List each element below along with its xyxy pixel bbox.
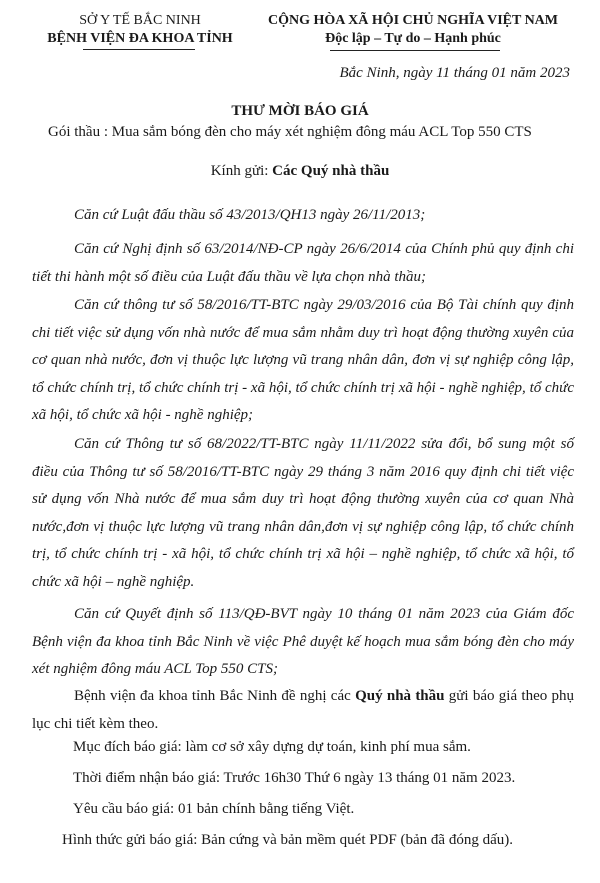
national-motto: Độc lập – Tự do – Hạnh phúc (325, 31, 501, 46)
request-text-start: Bệnh viện đa khoa tỉnh Bắc Ninh đề nghị các (74, 688, 356, 704)
legal-basis-1: Căn cứ Luật đấu thầu số 43/2013/QH13 ngày 26/11/2013; (74, 207, 426, 223)
document-subject: Gói thầu : Mua sắm bóng đèn cho máy xét nghiệm đông máu ACL Top 550 CTS (48, 124, 532, 140)
issuer-underline (83, 49, 195, 50)
request-text-end: gửi báo giá theo phụ lục chi tiết kèm theo. (32, 688, 575, 732)
quote-requirement: Yêu cầu báo giá: 01 bản chính bằng tiếng Việt. (73, 801, 355, 817)
ministry-name: SỞ Y TẾ BẮC NINH (79, 13, 201, 28)
request-recipient: Quý nhà thầu (355, 688, 445, 704)
hospital-name: BỆNH VIỆN ĐA KHOA TỈNH (47, 31, 233, 46)
legal-basis-5: Căn cứ Quyết định số 113/QĐ-BVT ngày 10 tháng 01 năm 2023 của Giám đốc Bệnh viện đa khoa tỉnh Bắc Ninh về việc Phê duyệt kế hoạch mua sắm bóng đèn cho máy xét nghiệm đông máu ACL Top 550 CTS; (32, 606, 574, 677)
greeting-recipient: Các Quý nhà thầu (272, 163, 390, 179)
country-name: CỘNG HÒA XÃ HỘI CHỦ NGHĨA VIỆT NAM (267, 13, 558, 28)
motto-underline (330, 50, 500, 51)
document-date: Bắc Ninh, ngày 11 tháng 01 năm 2023 (339, 65, 570, 81)
legal-basis-3: Căn cứ thông tư số 58/2016/TT-BTC ngày 29/03/2016 của Bộ Tài chính quy định chi tiết việc sử dụng vốn nhà nước để mua sắm nhằm duy trì hoạt động thường xuyên của cơ quan nhà nước, đơn vị thuộc lực lượng vũ trang nhân dân, đơn vị sự nghiệp công lập, tổ chức chính trị, tổ chức chính trị - xã hội, tổ chức chính trị xã hội - nghề nghiệp, tổ chức xã hội, tổ chức xã hội - nghề nghiệp; (32, 297, 574, 423)
request-paragraph (32, 683, 574, 738)
document-title: THƯ MỜI BÁO GIÁ (231, 103, 369, 119)
greeting (0, 163, 600, 180)
quote-format: Hình thức gửi báo giá: Bản cứng và bản mềm quét PDF (bản đã đóng dấu). (62, 832, 513, 848)
quote-purpose: Mục đích báo giá: làm cơ sở xây dựng dự toán, kinh phí mua sắm. (73, 739, 471, 755)
greeting-prefix: Kính gửi: (210, 163, 273, 179)
legal-basis-2: Căn cứ Nghị định số 63/2014/NĐ-CP ngày 26/6/2014 của Chính phủ quy định chi tiết thi hành một số điều của Luật đấu thầu về lựa chọn nhà thầu; (32, 241, 574, 285)
issuer-block (40, 12, 240, 48)
legal-basis-4: Căn cứ Thông tư số 68/2022/TT-BTC ngày 11/11/2022 sửa đổi, bổ sung một số điều của Thông tư số 58/2016/TT-BTC ngày 29 tháng 3 năm 2016 quy định chi tiết việc sử dụng vốn Nhà nước để mua sắm duy trì hoạt động thường xuyên của cơ quan Nhà nước,đơn vị thuộc lực lượng vũ trang nhân dân,đơn vị sự nghiệp công lập, tổ chức chính trị, tổ chức chính trị - xã hội, tổ chức chính trị xã hội – nghề nghiệp, tổ chức xã hội, tổ chức xã hội – nghề nghiệp. (32, 436, 574, 590)
national-header (248, 12, 578, 48)
quote-deadline: Thời điểm nhận báo giá: Trước 16h30 Thứ 6 ngày 13 tháng 01 năm 2023. (73, 770, 516, 786)
